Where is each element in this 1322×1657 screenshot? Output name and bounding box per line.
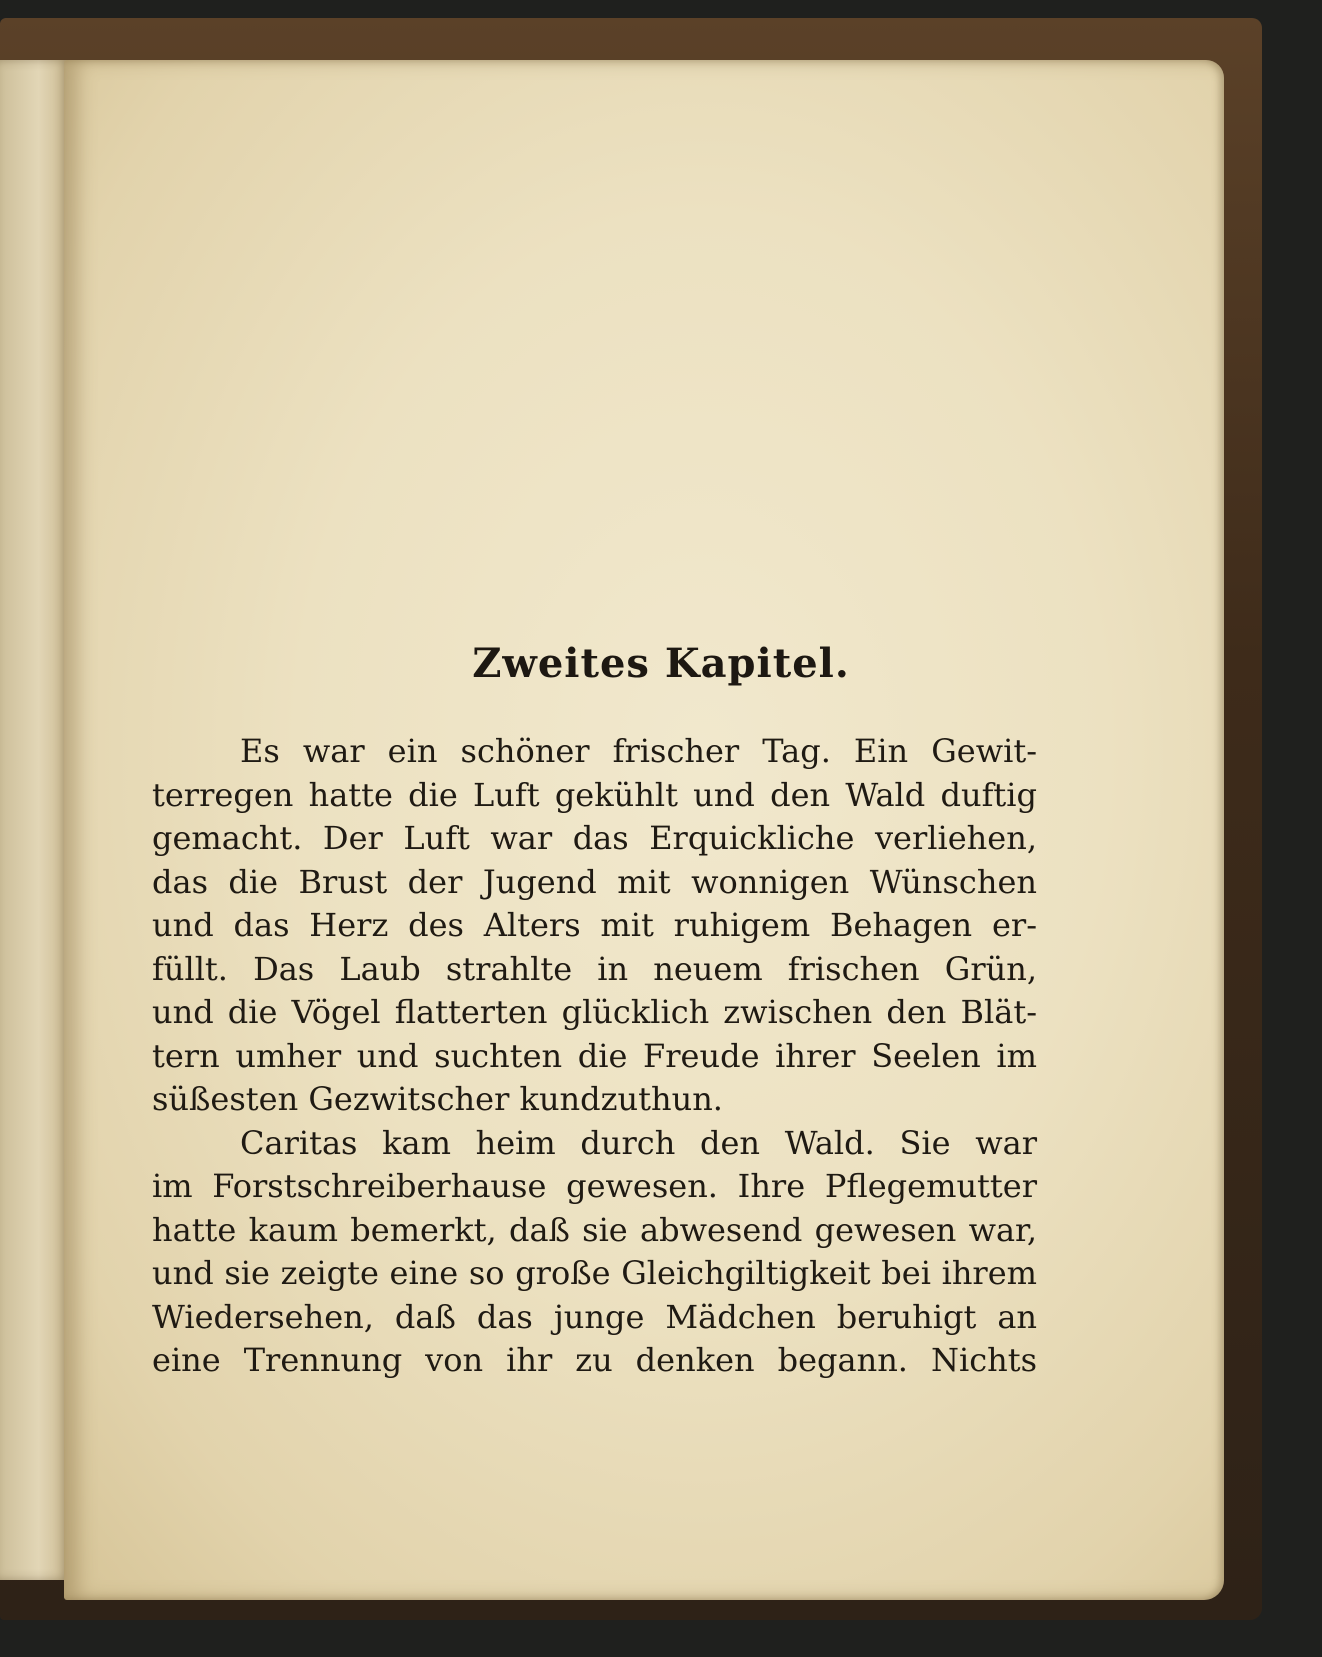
left-page-edge bbox=[0, 60, 70, 1580]
paragraph-2 bbox=[152, 1122, 1037, 1383]
text-line: im Forstschreiberhause gewesen. Ihre Pflegemutter bbox=[152, 1167, 1037, 1205]
text-line: Caritas kam heim durch den Wald. Sie war bbox=[240, 1123, 1037, 1162]
text-line: süßesten Gezwitscher kundzuthun. bbox=[152, 1080, 723, 1118]
text-line: tern umher und suchten die Freude ihrer Seelen im bbox=[152, 1036, 1037, 1075]
text-line: gemacht. Der Luft war das Erquickliche verliehen, bbox=[152, 819, 1037, 857]
paragraph-1 bbox=[152, 730, 1037, 1122]
text-line: und das Herz des Alters mit ruhigem Behagen er- bbox=[152, 906, 1037, 944]
text-line: Es war ein schöner frischer Tag. Ein Gewit- bbox=[240, 732, 1037, 770]
text-line: und sie zeigte eine so große Gleichgiltigkeit bei ihrem bbox=[152, 1254, 1037, 1292]
text-line: füllt. Das Laub strahlte in neuem frischen Grün, bbox=[152, 949, 1037, 988]
text-line: Wiedersehen, daß das junge Mädchen beruhigt an bbox=[152, 1297, 1037, 1336]
text-line: und die Vögel flatterten glücklich zwischen den Blät- bbox=[152, 993, 1037, 1031]
text-line: eine Trennung von ihr zu denken begann. Nichts bbox=[152, 1341, 1037, 1379]
text-line: hatte kaum bemerkt, daß sie abwesend gewesen war, bbox=[152, 1210, 1037, 1249]
body-text bbox=[152, 730, 1037, 1383]
text-line: terregen hatte die Luft gekühlt und den Wald duftig bbox=[152, 775, 1037, 814]
chapter-title: Zweites Kapitel. bbox=[472, 640, 850, 687]
text-line: das die Brust der Jugend mit wonnigen Wünschen bbox=[152, 862, 1037, 901]
